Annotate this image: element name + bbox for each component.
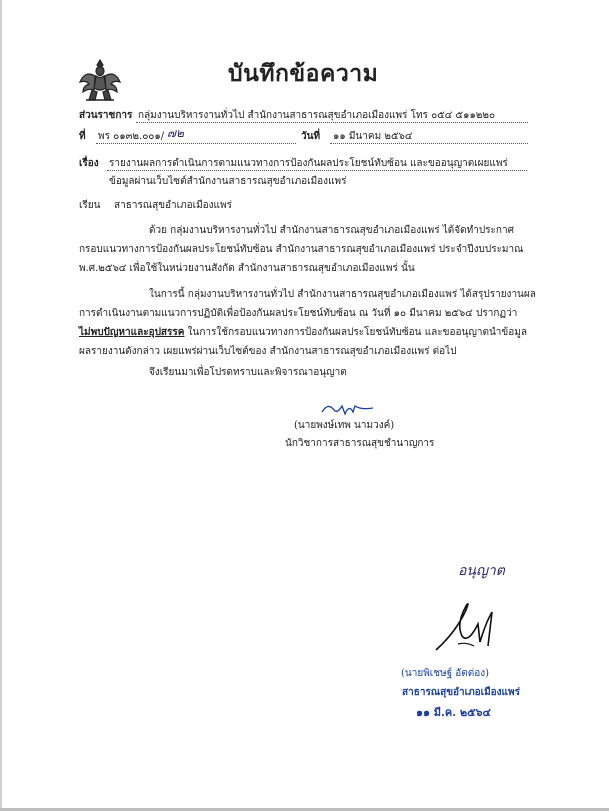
body-emphasis: ไม่พบปัญหาและอุปสรรค [79, 327, 185, 338]
ref-value: พร ๐๑๓๒.๐๐๑/ [98, 131, 165, 142]
approval-date: ๑๑ มี.ค. ๒๕๖๔ [416, 706, 491, 719]
body-p1-line1: ด้วย กลุ่มงานบริหารงานทั่วไป สำนักงานสาธารณสุขอำเภอเมืองแพร่ ได้จัดทำประกาศ [149, 225, 514, 236]
date-value: ๑๑ มีนาคม ๒๕๖๔ [333, 131, 413, 142]
approver-position: สาธารณสุขอำเภอเมืองแพร่ [402, 687, 520, 698]
subject-line1: รายงานผลการดำเนินการตามแนวทางการป้องกันผลประโยชน์ทับซ้อน และขออนุญาตเผยแพร่ [109, 158, 508, 169]
signer-signature-icon [318, 400, 378, 420]
body-p2-line4: ผลรายงานดังกล่าว เผยแพร่ผ่านเว็บไซต์ของ สำนักงานสาธารณสุขอำเภอเมืองแพร่ ต่อไป [79, 346, 457, 357]
body-p2-line1: ในการนี้ กลุ่มงานบริหารงานทั่วไป สำนักงานสาธารณสุขอำเภอเมืองแพร่ ได้สรุปรายงานผล [149, 289, 536, 300]
garuda-emblem-icon [78, 56, 122, 104]
body-closing: จึงเรียนมาเพื่อโปรดทราบและพิจารณาอนุญาต [149, 367, 347, 378]
ref-number: ๗๒ [167, 126, 184, 140]
date-dotline [330, 143, 528, 144]
subject-dotline [107, 170, 527, 171]
body-p1-line3: พ.ศ.๒๕๖๔ เพื่อใช้ในหน่วยงานสังกัด สำนักงานสาธารณสุขอำเภอเมืองแพร่ นั้น [79, 263, 415, 274]
approval-signature-icon [428, 590, 508, 656]
to-value: สาธารณสุขอำเภอเมืองแพร่ [114, 200, 232, 211]
approver-name: (นายพิเชษฐ์ อัตต่อง) [401, 668, 490, 679]
body-p2-line2: การดำเนินงานตามแนวการปฏิบัติเพื่อป้องกันผลประโยชน์ทับซ้อน ณ วันที่ ๑๐ มีนาคม ๒๕๖๔ ปรากฏว่า [79, 308, 518, 319]
signer-position: นักวิชาการสาธารณสุขชำนาญการ [285, 438, 435, 449]
subject-label: เรื่อง [79, 158, 99, 169]
subject-line2: ข้อมูลผ่านเว็บไซต์สำนักงานสาธารณสุขอำเภอเมืองแพร่ [109, 176, 347, 187]
agency-value: กลุ่มงานบริหารงานทั่วไป สำนักงานสาธารณสุขอำเภอเมืองแพร่ โทร ๐๕๔ ๕๑๑๒๒๐ [138, 110, 496, 121]
memo-title: บันทึกข้อความ [228, 60, 379, 87]
date-label: วันที่ [301, 131, 321, 142]
body-p1-line2: กรอบแนวทางการป้องกันผลประโยชน์ทับซ้อน สำนักงานสาธารณสุขอำเภอเมืองแพร่ ประจำปีงบประมาณ [79, 244, 524, 255]
ref-label: ที่ [79, 131, 86, 142]
body-p2-line3: ในการใช้กรอบแนวทางการป้องกันผลประโยชน์ทับซ้อน และขออนุญาตนำข้อมูล [184, 327, 527, 338]
scan-edge-left [0, 0, 2, 811]
ref-dotline [96, 143, 296, 144]
agency-label: ส่วนราชการ [79, 110, 133, 121]
signer-name: (นายพงษ์เทพ นามวงค์) [294, 420, 395, 431]
agency-dotline [136, 122, 528, 123]
to-label: เรียน [79, 200, 101, 211]
approval-note: อนุญาต [458, 563, 505, 579]
